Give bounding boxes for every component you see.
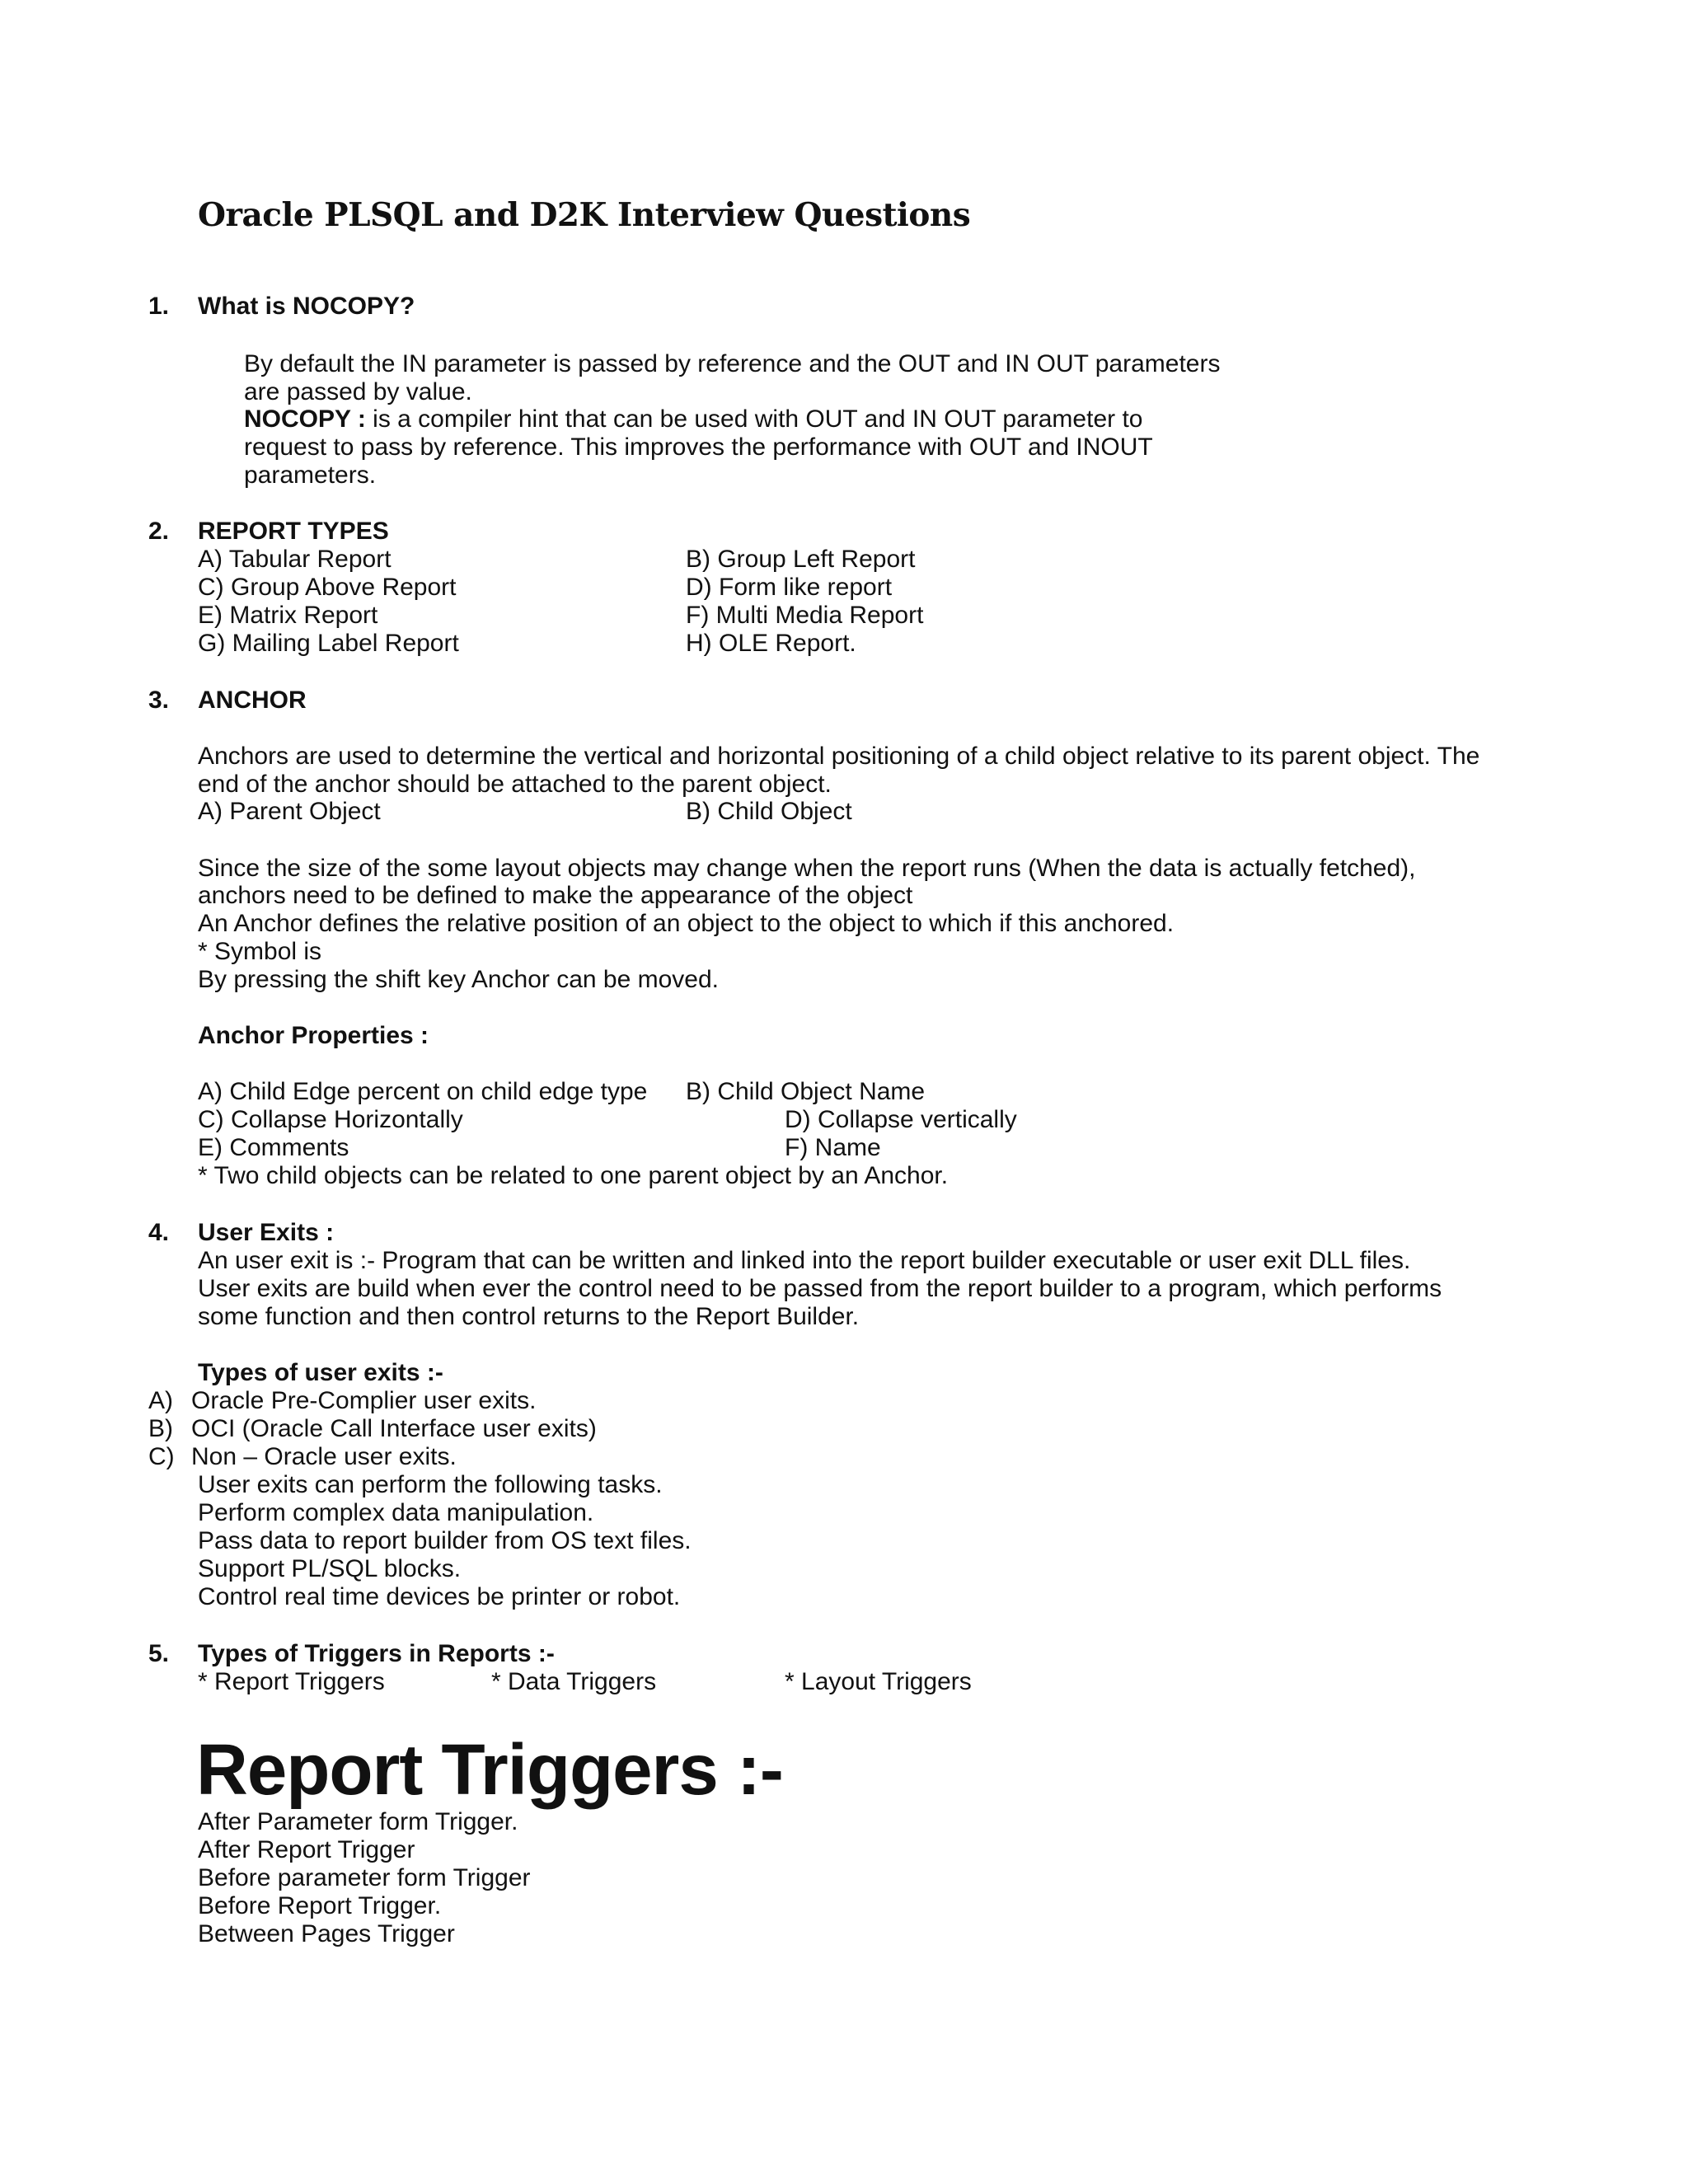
- q1-line-1: By default the IN parameter is passed by reference and the OUT and IN OUT parameters: [244, 350, 1221, 377]
- user-exit-type-c: Non – Oracle user exits.: [191, 1443, 457, 1470]
- user-exit-type-b-letter: B): [148, 1415, 173, 1442]
- user-exit-task-3: Pass data to report builder from OS text files.: [198, 1527, 692, 1554]
- q1-line-3-text: is a compiler hint that can be used with OUT and IN OUT parameter to: [365, 405, 1143, 433]
- anchor-p2-line-4: * Symbol is: [198, 938, 322, 965]
- q3-number: 3.: [148, 687, 170, 714]
- report-type-b: B) Group Left Report: [686, 546, 916, 573]
- user-exit-type-c-letter: C): [148, 1443, 175, 1470]
- user-exit-task-4: Support PL/SQL blocks.: [198, 1555, 462, 1582]
- anchor-property-b: B) Child Object Name: [686, 1078, 926, 1105]
- q1-line-2: are passed by value.: [244, 378, 472, 405]
- user-exit-line-3: some function and then control returns to the Report Builder.: [198, 1303, 860, 1330]
- anchor-p2-line-2: anchors need to be defined to make the appearance of the object: [198, 882, 913, 909]
- page-title: Oracle PLSQL and D2K Interview Questions: [198, 196, 971, 234]
- report-type-c: C) Group Above Report: [198, 574, 457, 601]
- report-trigger-3: Before parameter form Trigger: [198, 1864, 531, 1891]
- user-exit-task-5: Control real time devices be printer or robot.: [198, 1583, 681, 1610]
- q3-heading: ANCHOR: [198, 687, 307, 714]
- q2-heading: REPORT TYPES: [198, 518, 389, 545]
- trigger-type-layout: * Layout Triggers: [785, 1668, 972, 1695]
- report-trigger-2: After Report Trigger: [198, 1836, 415, 1863]
- report-type-g: G) Mailing Label Report: [198, 630, 459, 657]
- q1-line-5: parameters.: [244, 462, 377, 489]
- report-type-a: A) Tabular Report: [198, 546, 392, 573]
- report-trigger-1: After Parameter form Trigger.: [198, 1808, 518, 1835]
- report-type-d: D) Form like report: [686, 574, 893, 601]
- anchor-property-e: E) Comments: [198, 1134, 349, 1161]
- q1-number: 1.: [148, 293, 170, 320]
- anchor-p2-line-1: Since the size of the some layout objects may change when the report runs (When the data is actually fetched),: [198, 855, 1416, 882]
- user-exit-task-2: Perform complex data manipulation.: [198, 1499, 594, 1526]
- q1-line-4: request to pass by reference. This improves the performance with OUT and INOUT: [244, 434, 1153, 461]
- anchor-property-f: F) Name: [785, 1134, 881, 1161]
- anchor-property-c: C) Collapse Horizontally: [198, 1106, 463, 1133]
- q4-heading: User Exits :: [198, 1219, 335, 1246]
- user-exit-type-a-letter: A): [148, 1387, 173, 1414]
- nocopy-label: NOCOPY :: [244, 405, 366, 433]
- report-type-e: E) Matrix Report: [198, 602, 378, 629]
- q4-number: 4.: [148, 1219, 170, 1246]
- q5-heading: Types of Triggers in Reports :-: [198, 1640, 555, 1667]
- report-trigger-5: Between Pages Trigger: [198, 1920, 455, 1947]
- anchor-p1-line-1: Anchors are used to determine the vertical and horizontal positioning of a child object relative to its parent object. The: [198, 743, 1480, 770]
- user-exit-type-b: OCI (Oracle Call Interface user exits): [191, 1415, 597, 1442]
- anchor-p2-line-5: By pressing the shift key Anchor can be moved.: [198, 966, 720, 993]
- user-exit-line-1: An user exit is :- Program that can be written and linked into the report builder executable or user exit DLL files.: [198, 1247, 1411, 1274]
- user-exit-line-2: User exits are build when ever the control need to be passed from the report builder to a program, which performs: [198, 1275, 1442, 1302]
- anchor-note: * Two child objects can be related to one parent object by an Anchor.: [198, 1162, 949, 1189]
- report-triggers-heading: Report Triggers :-: [196, 1730, 783, 1810]
- report-trigger-4: Before Report Trigger.: [198, 1892, 442, 1919]
- anchor-property-d: D) Collapse vertically: [785, 1106, 1017, 1133]
- anchor-option-a: A) Parent Object: [198, 798, 381, 825]
- anchor-property-a: A) Child Edge percent on child edge type: [198, 1078, 648, 1105]
- anchor-p2-line-3: An Anchor defines the relative position of an object to the object to which if this anchored.: [198, 910, 1175, 937]
- q2-number: 2.: [148, 518, 170, 545]
- user-exit-type-a: Oracle Pre-Complier user exits.: [191, 1387, 537, 1414]
- q1-line-3: [244, 407, 1142, 432]
- anchor-option-b: B) Child Object: [686, 798, 852, 825]
- user-exit-task-1: User exits can perform the following tasks.: [198, 1471, 663, 1498]
- anchor-p1-line-2: end of the anchor should be attached to the parent object.: [198, 771, 832, 798]
- report-type-f: F) Multi Media Report: [686, 602, 924, 629]
- anchor-properties-heading: Anchor Properties :: [198, 1022, 429, 1049]
- q1-heading: What is NOCOPY?: [198, 293, 415, 320]
- report-type-h: H) OLE Report.: [686, 630, 856, 657]
- user-exit-types-heading: Types of user exits :-: [198, 1359, 443, 1386]
- q5-number: 5.: [148, 1640, 170, 1667]
- trigger-type-data: * Data Triggers: [491, 1668, 657, 1695]
- trigger-type-report: * Report Triggers: [198, 1668, 385, 1695]
